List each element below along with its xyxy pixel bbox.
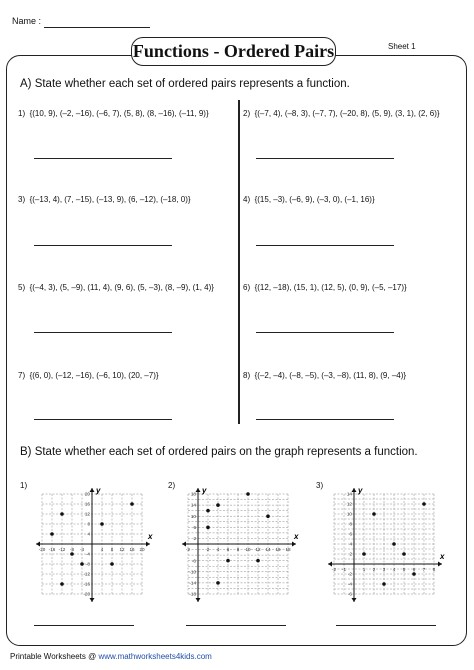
problem-text: {(–7, 4), (–8, 3), (–7, 7), (–20, 8), (5, 9), (3, 1), (2, 6)} — [254, 109, 440, 118]
plot-point — [100, 522, 104, 526]
y-tick-label: 2 — [193, 536, 196, 542]
section-a-heading: A) State whether each set of ordered pairs represents a function. — [20, 78, 350, 90]
x-tick-label: -16 — [48, 547, 56, 552]
x-tick-label: 10 — [245, 547, 251, 552]
y-axis-label: y — [96, 486, 101, 495]
graph-3-number: 3) — [316, 481, 324, 490]
problem-number: 2) — [243, 109, 251, 118]
footer — [10, 652, 212, 661]
y-axis-label: y — [358, 486, 363, 495]
x-tick-label: 16 — [129, 547, 135, 552]
problem-8 — [243, 371, 406, 380]
answer-line-8[interactable] — [256, 419, 394, 420]
x-axis-label: x — [294, 532, 299, 541]
plot-point — [382, 582, 386, 586]
column-divider — [238, 100, 240, 424]
y-tick-label: 12 — [346, 501, 352, 507]
x-tick-label: 6 — [226, 547, 230, 552]
x-tick-label: 4 — [100, 547, 104, 552]
x-tick-label: 8 — [110, 547, 114, 552]
problem-text: {(–4, 3), (5, –9), (11, 4), (9, 6), (5, –3), (8, –9), (1, 4)} — [29, 283, 214, 292]
problem-text: {(15, –3), (–6, 9), (–3, 0), (–1, 16)} — [254, 195, 375, 204]
x-tick-label: 4 — [392, 567, 396, 572]
x-tick-label: 12 — [255, 547, 261, 552]
plot-point — [110, 562, 114, 566]
x-tick-label: 16 — [275, 547, 281, 552]
y-tick-label: 16 — [84, 501, 90, 507]
graph-2-number: 2) — [168, 481, 176, 490]
plot-point — [392, 542, 396, 546]
x-tick-label: -2 — [331, 567, 337, 572]
plot-point — [50, 532, 54, 536]
x-tick-label: -20 — [38, 547, 46, 552]
y-tick-label: 18 — [190, 491, 196, 497]
y-tick-label: -18 — [189, 591, 196, 597]
problem-7 — [18, 371, 159, 380]
y-tick-label: -16 — [83, 581, 90, 587]
x-tick-label: 8 — [432, 567, 436, 572]
plot-point — [372, 512, 376, 516]
graph-2 — [176, 486, 300, 604]
x-tick-label: 18 — [285, 547, 291, 552]
y-tick-label: -6 — [191, 558, 196, 564]
x-tick-label: 2 — [206, 547, 210, 552]
y-tick-label: -8 — [85, 561, 90, 567]
y-tick-label: -4 — [347, 581, 352, 587]
y-tick-label: 2 — [349, 551, 352, 557]
sheet-number: Sheet 1 — [388, 42, 416, 51]
y-tick-label: 10 — [346, 511, 352, 517]
problem-1 — [18, 109, 209, 118]
problem-text: {(12, –18), (15, 1), (12, 5), (0, 9), (–5, –17)} — [254, 283, 407, 292]
plot-point — [206, 526, 210, 530]
problem-text: {(6, 0), (–12, –16), (–6, 10), (20, –7)} — [29, 371, 159, 380]
page-title: Functions - Ordered Pairs — [131, 37, 336, 66]
plot-point — [402, 552, 406, 556]
y-tick-label: -6 — [347, 591, 352, 597]
plot-point — [70, 552, 74, 556]
problem-text: {(–13, 4), (7, –15), (–13, 9), (6, –12), (–18, 0)} — [29, 195, 191, 204]
problem-text: {(–2, –4), (–8, –5), (–3, –8), (11, 8), (9, –4)} — [254, 371, 407, 380]
y-tick-label: 14 — [190, 502, 196, 508]
answer-line-4[interactable] — [256, 245, 394, 246]
y-tick-label: 8 — [349, 521, 352, 527]
plot-point — [216, 581, 220, 585]
answer-line-graph-1[interactable] — [34, 625, 134, 626]
plot-point — [412, 572, 416, 576]
problem-number: 7) — [18, 371, 26, 380]
y-tick-label: -14 — [189, 580, 196, 586]
problem-5 — [18, 283, 214, 292]
x-axis-label: x — [148, 532, 153, 541]
y-tick-label: 14 — [346, 491, 352, 497]
graph-1 — [30, 486, 154, 604]
x-tick-label: 20 — [139, 547, 145, 552]
answer-line-graph-2[interactable] — [186, 625, 286, 626]
problem-6 — [243, 283, 407, 292]
problem-number: 4) — [243, 195, 251, 204]
problem-number: 5) — [18, 283, 26, 292]
y-tick-label: 10 — [190, 513, 196, 519]
x-tick-label: -4 — [79, 547, 85, 552]
plot-point — [60, 512, 64, 516]
x-tick-label: 3 — [382, 567, 386, 572]
x-tick-label: -2 — [185, 547, 191, 552]
y-tick-label: 4 — [87, 531, 90, 537]
y-tick-label: -12 — [83, 571, 90, 577]
plot-point — [246, 492, 250, 496]
footer-url-link[interactable]: www.mathworksheets4kids.com — [98, 652, 212, 661]
section-b-heading: B) State whether each set of ordered pairs on the graph represents a function. — [20, 446, 418, 458]
plot-point — [256, 559, 260, 563]
y-tick-label: 6 — [193, 524, 196, 530]
y-axis-label: y — [202, 486, 207, 495]
y-tick-label: 6 — [349, 531, 352, 537]
x-tick-label: 7 — [422, 567, 426, 572]
y-tick-label: 8 — [87, 521, 90, 527]
plot-point — [80, 562, 84, 566]
name-field[interactable] — [44, 27, 150, 28]
x-tick-label: 4 — [216, 547, 220, 552]
y-tick-label: -20 — [83, 591, 90, 597]
x-tick-label: -1 — [341, 567, 347, 572]
graph-1-number: 1) — [20, 481, 28, 490]
name-label: Name : — [12, 16, 42, 26]
problem-number: 3) — [18, 195, 26, 204]
x-tick-label: 5 — [402, 567, 406, 572]
y-tick-label: 20 — [84, 491, 90, 497]
plot-point — [266, 514, 270, 518]
answer-line-3[interactable] — [34, 245, 172, 246]
plot-point — [130, 502, 134, 506]
x-tick-label: 8 — [236, 547, 240, 552]
problem-number: 8) — [243, 371, 251, 380]
answer-line-5[interactable] — [34, 332, 172, 333]
plot-point — [216, 503, 220, 507]
x-axis-label: x — [440, 552, 445, 561]
answer-line-7[interactable] — [34, 419, 172, 420]
y-tick-label: 4 — [349, 541, 352, 547]
graph-3 — [322, 486, 446, 604]
x-tick-label: 6 — [412, 567, 416, 572]
answer-line-6[interactable] — [256, 332, 394, 333]
answer-line-1[interactable] — [34, 158, 172, 159]
y-tick-label: 12 — [84, 511, 90, 517]
plot-point — [226, 559, 230, 563]
footer-prefix: Printable Worksheets @ — [10, 652, 99, 661]
y-tick-label: -10 — [189, 569, 196, 575]
problem-4 — [243, 195, 375, 204]
plot-point — [60, 582, 64, 586]
answer-line-graph-3[interactable] — [336, 625, 436, 626]
problem-number: 1) — [18, 109, 26, 118]
problem-text: {(10, 9), (–2, –16), (–6, 7), (5, 8), (8, –16), (–11, 9)} — [29, 109, 209, 118]
x-tick-label: 1 — [362, 567, 366, 572]
answer-line-2[interactable] — [256, 158, 394, 159]
x-tick-label: -8 — [69, 547, 75, 552]
x-tick-label: -12 — [58, 547, 66, 552]
x-tick-label: 14 — [265, 547, 271, 552]
y-tick-label: -4 — [85, 551, 90, 557]
problem-2 — [243, 109, 440, 118]
problem-3 — [18, 195, 191, 204]
x-tick-label: 2 — [372, 567, 376, 572]
x-tick-label: 12 — [119, 547, 125, 552]
plot-point — [362, 552, 366, 556]
problem-number: 6) — [243, 283, 251, 292]
plot-point — [206, 509, 210, 513]
plot-point — [422, 502, 426, 506]
y-tick-label: -2 — [347, 571, 352, 577]
